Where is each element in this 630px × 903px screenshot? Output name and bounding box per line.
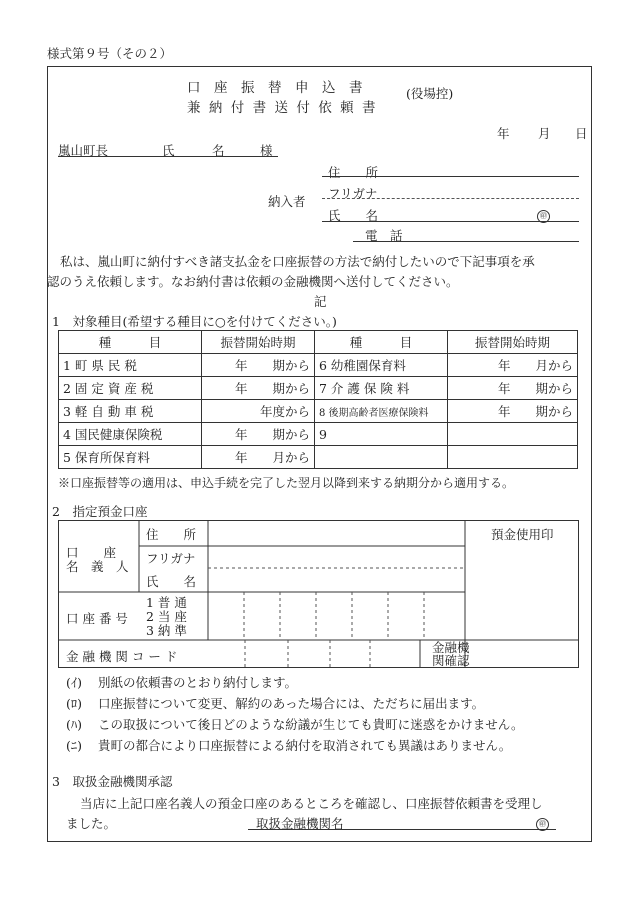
section1-note: ※口座振替等の適用は、申込手続を完了した翌月以降到来する納期分から適用する。	[58, 476, 515, 490]
clause-text: 口座振替について変更、解約のあった場合には、ただちに届出ます。	[98, 696, 485, 711]
ki-label: 記	[314, 294, 327, 309]
clause-mark: (ﾛ)	[66, 696, 83, 711]
bank-name-label: 取扱金融機関名	[256, 816, 344, 831]
holder-furigana-label: フリガナ	[146, 551, 196, 566]
holder-name-label: 氏 名	[146, 574, 197, 589]
col-header-item: 種 目	[315, 331, 448, 354]
item-cell[interactable]	[315, 446, 448, 469]
date-day: 日	[575, 126, 588, 141]
section3-line-2: ました。	[66, 816, 117, 831]
payer-name-field[interactable]	[322, 206, 579, 222]
date-month: 月	[538, 126, 551, 141]
payer-name-label: 氏 名	[328, 208, 379, 223]
seal-label: 預金使用印	[491, 527, 554, 542]
table-row	[59, 377, 578, 400]
start-cell[interactable]: 年 期から	[448, 377, 578, 400]
item-cell[interactable]: 4 国民健康保険税	[59, 423, 202, 446]
bank-name-field[interactable]	[248, 814, 556, 830]
table-row	[59, 354, 578, 377]
account-number-label: 口 座 番 号	[66, 611, 128, 626]
col-header-start: 振替開始時期	[202, 331, 315, 354]
item-cell[interactable]: 1 町 県 民 税	[59, 354, 202, 377]
table-row	[59, 423, 578, 446]
clause-text: この取扱について後日どのような紛議が生じても貴町に迷惑をかけません。	[98, 717, 524, 732]
holder-label-1: 口 座	[66, 545, 117, 560]
start-cell[interactable]	[448, 423, 578, 446]
col-header-item: 種 目	[59, 331, 202, 354]
payer-furigana-label: フリガナ	[328, 186, 378, 201]
item-cell[interactable]: 9	[315, 423, 448, 446]
account-type-current[interactable]: 2 当 座	[146, 609, 187, 624]
account-type-regular[interactable]: 1 普 通	[146, 595, 187, 610]
addressee-honorific: 様	[260, 143, 273, 158]
start-cell[interactable]: 年度から	[202, 400, 315, 423]
item-cell[interactable]: 8 後期高齢者医療保険料	[315, 400, 448, 423]
holder-label-2: 名 義 人	[66, 559, 129, 574]
start-cell[interactable]: 年 期から	[202, 354, 315, 377]
form-title: 口 座 振 替 申 込 書	[187, 80, 363, 96]
start-cell[interactable]: 年 期から	[202, 423, 315, 446]
clause-mark: (ﾊ)	[66, 717, 83, 732]
section1-heading: 1 対象種目(希望する種目に○を付けてください。)	[52, 314, 337, 329]
table-row	[59, 446, 578, 469]
clause-mark: (ﾆ)	[66, 738, 83, 753]
section3-heading: 3 取扱金融機関承認	[52, 774, 173, 789]
payer-label: 納入者	[268, 194, 306, 209]
payer-phone-label: 電 話	[365, 228, 403, 243]
copy-label: (役場控)	[406, 86, 454, 101]
seal-icon: ㊞	[537, 210, 550, 223]
account-type-deposit[interactable]: 3 納 準	[146, 623, 187, 638]
addressee-town: 嵐山町長	[58, 143, 109, 158]
holder-address-label: 住 所	[146, 527, 197, 542]
payer-phone-field[interactable]	[353, 226, 579, 242]
item-cell[interactable]: 7 介 護 保 険 料	[315, 377, 448, 400]
form-subtitle: 兼納付書送付依頼書	[187, 100, 384, 116]
start-cell[interactable]: 年 月から	[448, 354, 578, 377]
body-line-2: 認のうえ依頼します。なお納付書は依頼の金融機関へ送付してください。	[47, 274, 459, 289]
bank-confirm-label-2: 関確認	[432, 653, 470, 668]
start-cell[interactable]: 年 月から	[202, 446, 315, 469]
item-cell[interactable]: 6 幼稚園保育料	[315, 354, 448, 377]
clause-text: 貴町の都合により口座振替による納付を取消されても異議はありません。	[98, 738, 512, 753]
item-cell[interactable]: 3 軽 自 動 車 税	[59, 400, 202, 423]
bank-confirm-label-1: 金融機	[432, 640, 470, 655]
start-cell[interactable]: 年 期から	[202, 377, 315, 400]
section2-heading: 2 指定預金口座	[52, 504, 148, 519]
payer-address-field[interactable]	[322, 162, 579, 177]
table-row	[59, 400, 578, 423]
form-number: 様式第９号（その２）	[47, 46, 173, 61]
addressee-name: 氏 名	[162, 143, 225, 158]
start-cell[interactable]: 年 期から	[448, 400, 578, 423]
date-year: 年	[497, 126, 510, 141]
payer-furigana-field[interactable]	[322, 184, 579, 199]
payer-address-label: 住 所	[328, 165, 379, 180]
clause-text: 別紙の依頼書のとおり納付します。	[98, 675, 298, 690]
body-line-1: 私は、嵐山町に納付すべき諸支払金を口座振替の方法で納付したいので下記事項を承	[60, 254, 535, 269]
seal-icon: ㊞	[536, 818, 549, 831]
bank-code-label: 金 融 機 関 コ ー ド	[66, 649, 178, 664]
section3-line-1: 当店に上記口座名義人の預金口座のあるところを確認し、口座振替依頼書を受理し	[80, 796, 543, 811]
clause-mark: (ｲ)	[66, 675, 83, 690]
item-cell[interactable]: 2 固 定 資 産 税	[59, 377, 202, 400]
item-cell[interactable]: 5 保育所保育料	[59, 446, 202, 469]
target-items-table	[58, 330, 578, 469]
addressee-underline	[58, 142, 278, 157]
col-header-start: 振替開始時期	[448, 331, 578, 354]
start-cell[interactable]	[448, 446, 578, 469]
